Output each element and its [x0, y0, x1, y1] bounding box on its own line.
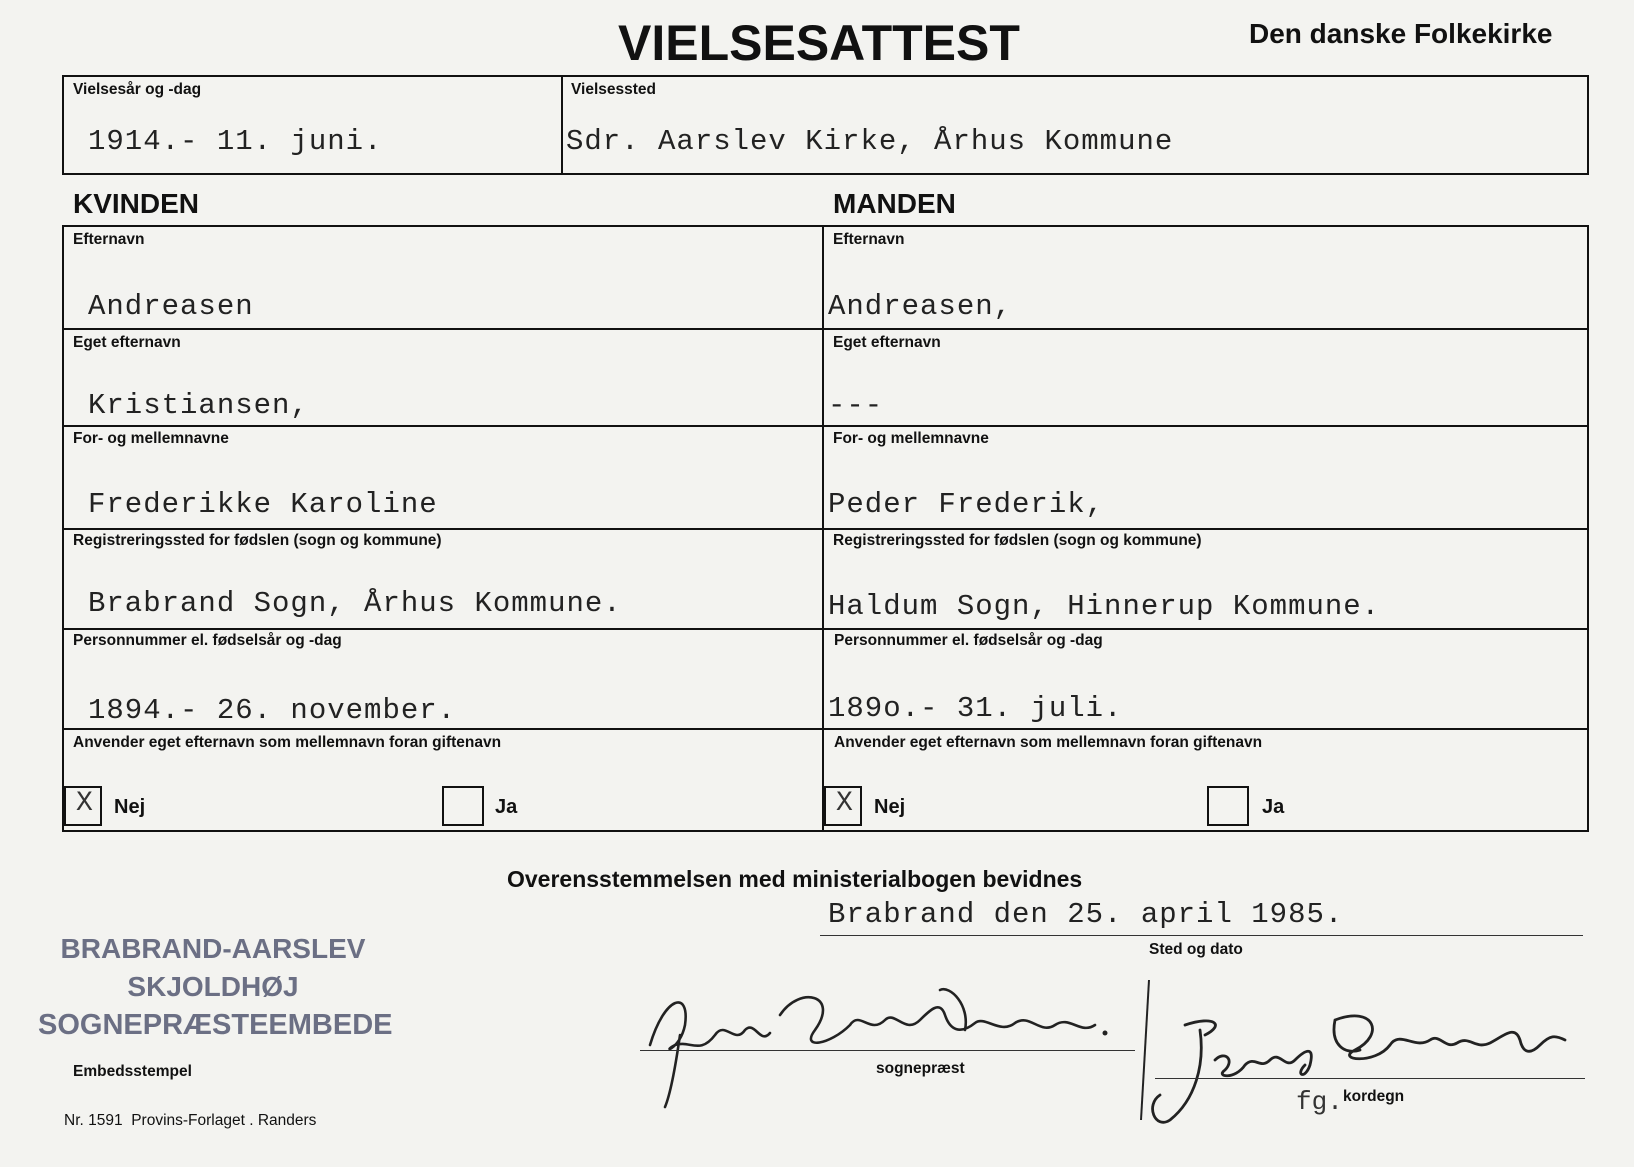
man-birthplace-label: Registreringssted for fødslen (sogn og kommune) — [833, 532, 1202, 549]
man-heading: MANDEN — [833, 188, 956, 219]
man-surname-label: Efternavn — [833, 231, 905, 248]
signature-kordegn-prefix: fg. — [1296, 1087, 1343, 1117]
place-date-value: Brabrand den 25. april 1985. — [828, 898, 1344, 931]
stamp-line-3: SOGNEPRÆSTEEMBEDE — [38, 1009, 393, 1041]
stamp-line-2: SKJOLDHØJ — [127, 971, 299, 1002]
woman-heading: KVINDEN — [73, 188, 200, 219]
woman-surname: Andreasen — [88, 290, 254, 323]
wedding-date-value: 1914.- 11. juni. — [88, 125, 383, 158]
woman-yes-checkbox[interactable] — [442, 786, 484, 826]
man-surname: Andreasen, — [828, 290, 1013, 323]
man-no-mark: X — [836, 788, 853, 819]
woman-birth: 1894.- 26. november. — [88, 694, 457, 727]
woman-own-surname-label: Eget efternavn — [73, 334, 181, 351]
man-birthplace: Haldum Sogn, Hinnerup Kommune. — [828, 590, 1381, 623]
man-birth: 189o.- 31. juli. — [828, 692, 1123, 725]
woman-given-label: For- og mellemnavne — [73, 430, 229, 447]
woman-birthplace: Brabrand Sogn, Århus Kommune. — [88, 587, 622, 620]
man-yes-checkbox[interactable] — [1207, 786, 1249, 826]
woman-given: Frederikke Karoline — [88, 488, 438, 521]
man-yes-label: Ja — [1262, 796, 1285, 818]
man-birth-label: Personnummer el. fødselsår og -dag — [834, 632, 1103, 649]
man-own-surname-label: Eget efternavn — [833, 334, 941, 351]
stamp-label: Embedsstempel — [73, 1063, 192, 1080]
woman-birthplace-label: Registreringssted for fødslen (sogn og kommune) — [73, 532, 442, 549]
document-title: VIELSESATTEST — [618, 15, 1020, 71]
signature-priest-label: sognepræst — [876, 1060, 965, 1077]
signature-kordegn-label: kordegn — [1343, 1088, 1405, 1105]
woman-yes-label: Ja — [495, 796, 518, 818]
man-middle-label: Anvender eget efternavn som mellemnavn foran giftenavn — [834, 734, 1263, 751]
signature-kordegn — [1145, 1005, 1575, 1135]
publisher-note: Nr. 1591 Provins-Forlaget . Randers — [64, 1112, 317, 1129]
place-date-label: Sted og dato — [1149, 941, 1243, 958]
man-own-surname: --- — [828, 389, 884, 422]
signature-priest — [640, 975, 1150, 1115]
stamp-line-1: BRABRAND-AARSLEV — [60, 933, 366, 964]
man-given: Peder Frederik, — [828, 488, 1105, 521]
woman-birth-label: Personnummer el. fødselsår og -dag — [73, 632, 342, 649]
certification-text: Overensstemmelsen med ministerialbogen bevidnes — [507, 866, 1083, 892]
woman-no-mark: X — [76, 788, 93, 819]
woman-no-label: Nej — [114, 796, 146, 818]
man-given-label: For- og mellemnavne — [833, 430, 989, 447]
woman-middle-label: Anvender eget efternavn som mellemnavn foran giftenavn — [73, 734, 502, 751]
official-stamp — [38, 930, 393, 1044]
man-no-label: Nej — [874, 796, 906, 818]
wedding-date-label: Vielsesår og -dag — [73, 81, 202, 98]
woman-own-surname: Kristiansen, — [88, 389, 309, 422]
wedding-place-value: Sdr. Aarslev Kirke, Århus Kommune — [566, 125, 1174, 158]
church-name: Den danske Folkekirke — [1249, 18, 1553, 49]
wedding-place-label: Vielsessted — [571, 81, 657, 98]
woman-surname-label: Efternavn — [73, 231, 145, 248]
